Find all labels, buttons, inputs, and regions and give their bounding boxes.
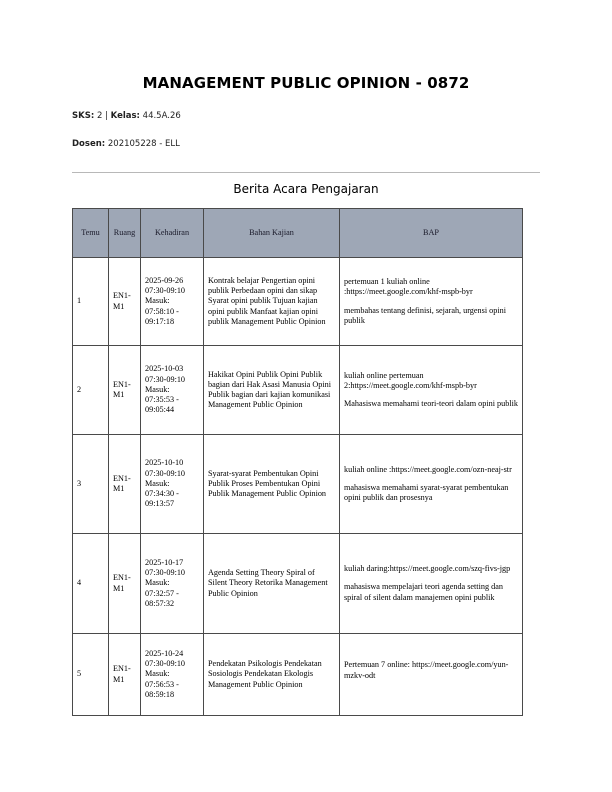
cell-bahan-kajian: Syarat-syarat Pembentukan Opini Publik Proses Pembentukan Opini Publik Management Public Opinion xyxy=(204,435,340,534)
bap-meeting-link: kuliah daring:https://meet.google.com/szq-fivs-jgp xyxy=(344,564,511,574)
cell-bahan-kajian: Pendekatan Psikologis Pendekatan Sosiologis Pendekatan Ekologis Management Public Opinion xyxy=(204,634,340,716)
cell-ruang: EN1-M1 xyxy=(109,534,141,634)
header-temu: Temu xyxy=(73,209,109,258)
table-row xyxy=(73,534,523,634)
cell-temu: 1 xyxy=(73,258,109,346)
cell-temu: 5 xyxy=(73,634,109,716)
bap-summary: Mahasiswa memahami teori-teori dalam opini publik xyxy=(344,399,518,409)
bap-summary: mahasiswa memahami syarat-syarat pembentukan opini publik dan prosesnya xyxy=(344,482,509,503)
cell-kehadiran: 2025-10-03 07:30-09:10 Masuk: 07:35:53 - 09:05:44 xyxy=(141,346,204,435)
cell-temu: 3 xyxy=(73,435,109,534)
cell-temu: 4 xyxy=(73,534,109,634)
bap-summary: mahasiswa mempelajari teori agenda setting dan spiral of silent dalam manajemen opini publik xyxy=(344,582,503,602)
cell-bahan-kajian: Hakikat Opini Publik Opini Publik bagian dari Hak Asasi Manusia Opini Publik bagian dari kajian komunikasi Management Public Opinion xyxy=(204,346,340,435)
bap-meeting-link: kuliah online :https://meet.google.com/ozn-neaj-str xyxy=(344,464,512,474)
cell-bahan-kajian: Agenda Setting Theory Spiral of Silent Theory Retorika Management Public Opinion xyxy=(204,534,340,634)
meta-separator: | xyxy=(105,111,108,121)
page-title: MANAGEMENT PUBLIC OPINION - 0872 xyxy=(142,74,470,92)
table-header-row xyxy=(73,209,523,258)
kelas-label: Kelas: xyxy=(110,111,140,121)
dosen-value: 202105228 - ELL xyxy=(107,139,180,149)
cell-kehadiran: 2025-10-17 07:30-09:10 Masuk: 07:32:57 - 08:57:32 xyxy=(141,534,204,634)
cell-bap xyxy=(340,435,523,534)
cell-bahan-kajian: Kontrak belajar Pengertian opini publik Perbedaan opini dan sikap Syarat opini publik Tujuan kajian opini publik Manfaat kajian opini publik Management Public Opinion xyxy=(204,258,340,346)
table-row xyxy=(73,634,523,716)
cell-bap xyxy=(340,346,523,435)
cell-kehadiran: 2025-09-26 07:30-09:10 Masuk: 07:58:10 - 09:17:18 xyxy=(141,258,204,346)
cell-ruang: EN1-M1 xyxy=(109,346,141,435)
cell-bap xyxy=(340,634,523,716)
teaching-record-table xyxy=(72,208,523,716)
sks-label: SKS: xyxy=(72,111,95,121)
course-meta-line xyxy=(72,111,181,121)
cell-ruang: EN1-M1 xyxy=(109,258,141,346)
sks-value: 2 xyxy=(96,111,103,121)
cell-ruang: EN1-M1 xyxy=(109,435,141,534)
table-row xyxy=(73,346,523,435)
table-row xyxy=(73,258,523,346)
header-bap: BAP xyxy=(340,209,523,258)
table-row xyxy=(73,435,523,534)
section-divider xyxy=(72,172,540,173)
cell-bap xyxy=(340,258,523,346)
cell-ruang: EN1-M1 xyxy=(109,634,141,716)
header-bahan-kajian: Bahan Kajian xyxy=(204,209,340,258)
dosen-label: Dosen: xyxy=(72,139,106,149)
bap-summary: membahas tentang definisi, sejarah, urgensi opini publik xyxy=(344,305,506,325)
header-ruang: Ruang xyxy=(109,209,141,258)
section-title: Berita Acara Pengajaran xyxy=(233,182,379,196)
header-kehadiran: Kehadiran xyxy=(141,209,204,258)
cell-kehadiran: 2025-10-24 07:30-09:10 Masuk: 07:56:53 - 08:59:18 xyxy=(141,634,204,716)
kelas-value: 44.5A.26 xyxy=(142,111,181,121)
bap-meeting-link: kuliah online pertemuan 2:https://meet.google.com/khf-mspb-byr xyxy=(344,370,477,390)
bap-meeting-link: pertemuan 1 kuliah online :https://meet.google.com/khf-mspb-byr xyxy=(344,277,473,297)
cell-bap xyxy=(340,534,523,634)
lecturer-meta-line xyxy=(72,139,180,149)
cell-temu: 2 xyxy=(73,346,109,435)
cell-kehadiran: 2025-10-10 07:30-09:10 Masuk: 07:34:30 - 09:13:57 xyxy=(141,435,204,534)
bap-meeting-link: Pertemuan 7 online: https://meet.google.com/yun-mzkv-odt xyxy=(344,660,509,680)
